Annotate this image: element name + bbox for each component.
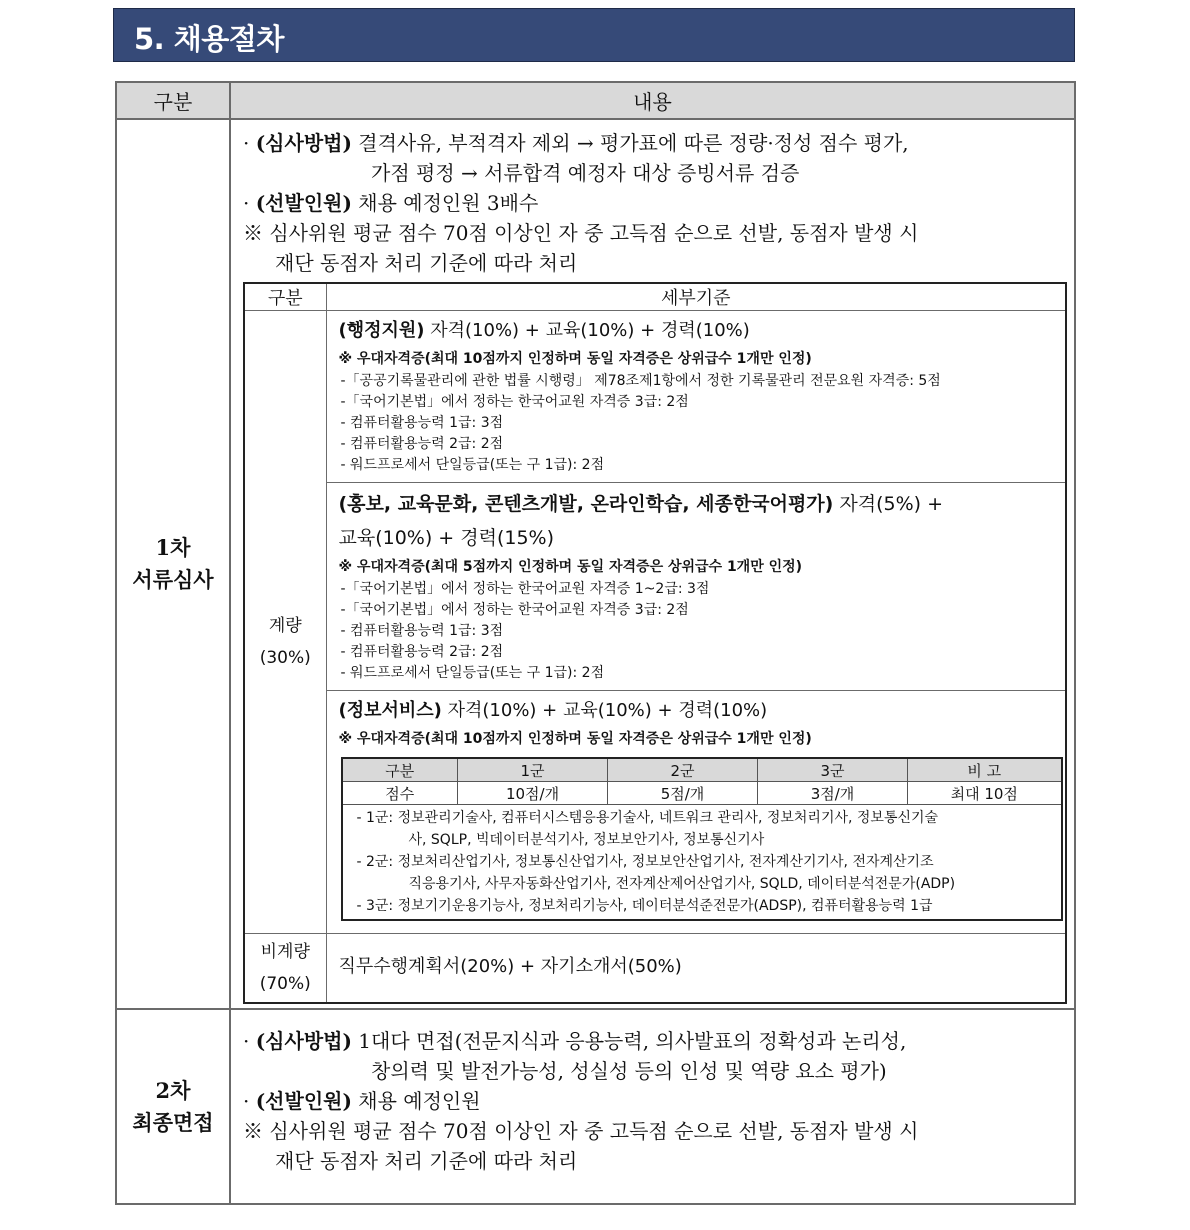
stage-label	[116, 1009, 230, 1204]
note-line-cont: 재단 동점자 처리 기준에 따라 처리	[275, 1149, 578, 1173]
method-line-cont: 가점 평정 → 서류합격 예정자 대상 증빙서류 검증	[371, 161, 800, 185]
section-title: 5. 채용절차	[134, 22, 284, 56]
criteria-section-pr-education: (홍보, 교육문화, 콘텐츠개발, 온라인학습, 세종한국어평가) 자격(5%) + 교육(10%) + 경력(15%) ※ 우대자격증(최대 5점까지 인정하며 동일 자격증은 상위급수 1개만 인정) -「국어기본법」에서 정하는 한국어교원 자격증 1~2급: 3점 -「국어기본법」에서 정하는 한국어교원 자격증 3급: 2점 - 컴퓨터활용능력 1급: 3점 - 컴퓨터활용능력 2급: 2점 - 워드프로세서 단일등급(또는 구 1급): 2점	[326, 483, 1066, 691]
list-item: -「국어기본법」에서 정하는 한국어교원 자격증 1~2급: 3점	[340, 581, 710, 597]
criteria-section-info-service: (정보서비스) 자격(10%) + 교육(10%) + 경력(10%) ※ 우대자격증(최대 10점까지 인정하며 동일 자격증은 상위급수 1개만 인정) 구분 1군 2군 3군 비 고 점수 10점/개 5점/개 3점/개 최대 10점 - 1군: 정보관리기술사, 컴퓨터시스템응용기술사, 네트워크 관리사, 정보처리기사, 정보통신기술 사, SQLP, 빅데이터분석기사, 정보보안기사, 정보통신기사 - 2군: 정보처리산업기사, 정보통신산업기사, 정보보안산업기사, 전자계산기기사, 전자계산기조 직응용기사, 사무자동화산업기사, 전자계산제어산업기사, SQLD, 데이터분석전문가(ADP) - 3군: 정보기기운용기능사, 정보처리기능사, 데이터분석준전문가(ADSP), 컴퓨터활용능력 1급	[326, 691, 1066, 934]
list-item: -「국어기본법」에서 정하는 한국어교원 자격증 3급: 2점	[340, 602, 689, 618]
quantitative-label: 계량 (30%)	[244, 311, 326, 934]
section-title-bar	[113, 8, 1075, 62]
criteria-row-pr-education	[244, 483, 1066, 691]
selection-line: · (선발인원) 채용 예정인원	[243, 1089, 481, 1113]
list-item: - 워드프로세서 단일등급(또는 구 1급): 2점	[340, 665, 605, 681]
stage-content	[230, 1009, 1075, 1204]
groups-header-row: 구분 1군 2군 3군 비 고	[342, 758, 1062, 782]
certificate-groups-table	[341, 757, 1063, 921]
groups-score-row: 점수 10점/개 5점/개 3점/개 최대 10점	[342, 782, 1062, 805]
selection-line: · (선발인원) 채용 예정인원 3배수	[243, 191, 539, 215]
stage-number: 2차	[155, 1077, 191, 1103]
note-line: ※ 심사위원 평균 점수 70점 이상인 자 중 고득점 순으로 선발, 동점자 발생 시	[243, 1119, 919, 1143]
criteria-row-info-service	[244, 691, 1066, 934]
criteria-header-detail: 세부기준	[326, 283, 1066, 311]
column-header-content: 내용	[230, 82, 1075, 119]
table-row-document-screening	[116, 119, 1075, 1009]
list-item: - 컴퓨터활용능력 1급: 3점	[340, 415, 504, 431]
nonquantitative-label: 비계량 (70%)	[244, 934, 326, 1004]
recruitment-procedure-table	[115, 81, 1076, 1205]
note-line-cont: 재단 동점자 처리 기준에 따라 처리	[275, 251, 578, 275]
stage-name: 최종면접	[132, 1109, 214, 1135]
groups-list: - 1군: 정보관리기술사, 컴퓨터시스템응용기술사, 네트워크 관리사, 정보처리기사, 정보통신기술 사, SQLP, 빅데이터분석기사, 정보보안기사, 정보통신기사 - 2군: 정보처리산업기사, 정보통신산업기사, 정보보안산업기사, 전자계산기기사, 전자계산기조 직응용기사, 사무자동화산업기사, 전자계산제어산업기사, SQLD, 데이터분석전문가(ADP) - 3군: 정보기기운용기능사, 정보처리기능사, 데이터분석준전문가(ADSP), 컴퓨터활용능력 1급	[342, 805, 1062, 921]
list-item: - 워드프로세서 단일등급(또는 구 1급): 2점	[340, 457, 605, 473]
criteria-table	[243, 282, 1067, 1004]
criteria-row-nonquantitative	[244, 934, 1066, 1004]
method-line: · (심사방법) 결격사유, 부적격자 제외 → 평가표에 따른 정량·정성 점수 평가,	[243, 131, 909, 155]
column-header-category: 구분	[116, 82, 230, 119]
criteria-section-admin: (행정지원) 자격(10%) + 교육(10%) + 경력(10%) ※ 우대자격증(최대 10점까지 인정하며 동일 자격증은 상위급수 1개만 인정) -「공공기록물관리에 관한 법률 시행령」 제78조제1항에서 정한 기록물관리 전문요원 자격증: 5점 -「국어기본법」에서 정하는 한국어교원 자격증 3급: 2점 - 컴퓨터활용능력 1급: 3점 - 컴퓨터활용능력 2급: 2점 - 워드프로세서 단일등급(또는 구 1급): 2점	[326, 311, 1066, 483]
nonquantitative-content: 직무수행계획서(20%) + 자기소개서(50%)	[326, 934, 1066, 1004]
list-item: - 컴퓨터활용능력 1급: 3점	[340, 623, 504, 639]
stage-content	[230, 119, 1075, 1009]
stage-number: 1차	[155, 535, 191, 560]
stage-name: 서류심사	[132, 567, 214, 592]
criteria-header-category: 구분	[244, 283, 326, 311]
list-item: - 컴퓨터활용능력 2급: 2점	[340, 436, 504, 452]
groups-list-row	[342, 805, 1062, 921]
list-item: -「국어기본법」에서 정하는 한국어교원 자격증 3급: 2점	[340, 394, 689, 410]
list-item: -「공공기록물관리에 관한 법률 시행령」 제78조제1항에서 정한 기록물관리 전문요원 자격증: 5점	[340, 373, 941, 389]
method-line: · (심사방법) 1대다 면접(전문지식과 응용능력, 의사발표의 정확성과 논리성,	[243, 1029, 907, 1053]
method-line-cont: 창의력 및 발전가능성, 성실성 등의 인성 및 역량 요소 평가)	[371, 1059, 887, 1083]
list-item: - 컴퓨터활용능력 2급: 2점	[340, 644, 504, 660]
note-line: ※ 심사위원 평균 점수 70점 이상인 자 중 고득점 순으로 선발, 동점자 발생 시	[243, 221, 919, 245]
stage-label	[116, 119, 230, 1009]
criteria-row-admin	[244, 311, 1066, 483]
table-header-row	[116, 82, 1075, 119]
table-row-final-interview	[116, 1009, 1075, 1204]
